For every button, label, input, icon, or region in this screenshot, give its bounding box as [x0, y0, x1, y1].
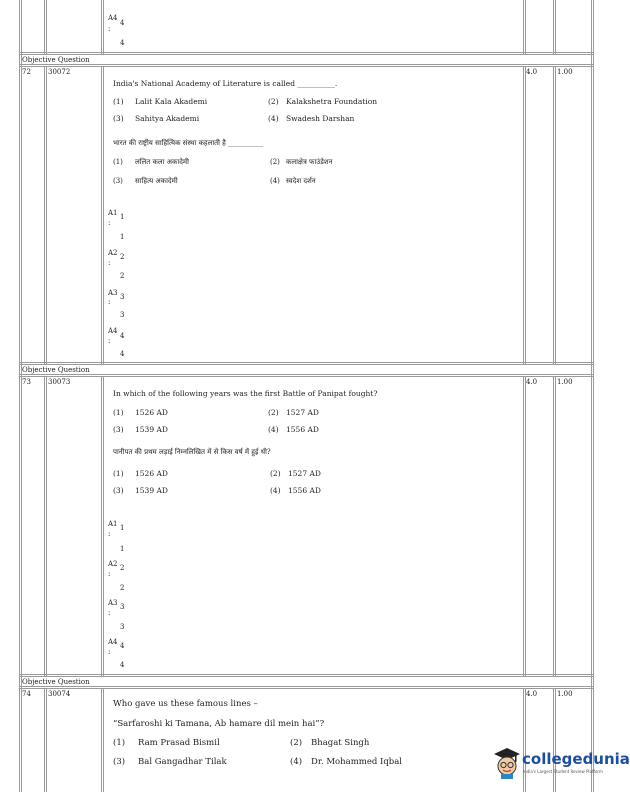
option-number: (1)	[113, 158, 123, 166]
marks-value: 4.0	[526, 378, 538, 386]
option-number: (3)	[113, 486, 124, 495]
option-text: Lalit Kala Akademi	[135, 97, 208, 106]
option-number: (2)	[270, 158, 280, 166]
answer-label: A2	[108, 560, 118, 568]
answer-label: A4	[108, 638, 118, 646]
answer-marker: 1	[120, 213, 125, 221]
answer-value: 3	[120, 623, 125, 631]
graduate-mascot-icon	[492, 746, 522, 780]
question-text-hindi: पानीपत की प्रथम लड़ाई निम्नलिखित में से किस वर्ष में हुई थी?	[113, 448, 271, 456]
option-number: (1)	[113, 738, 126, 748]
negative-marks-value: 1.00	[557, 68, 573, 76]
answer-value: 3	[120, 311, 125, 319]
answer-marker: 2	[120, 253, 125, 261]
section-label: Objective Question	[22, 56, 90, 64]
question-id: 30072	[48, 68, 71, 76]
question-number: 72	[22, 68, 31, 76]
answer-label: A1	[108, 520, 118, 528]
option-number: (4)	[290, 757, 303, 767]
answer-marker: 4	[120, 332, 125, 340]
option-text: 1556 AD	[288, 486, 321, 495]
answer-value: 1	[120, 233, 125, 241]
answer-colon: :	[108, 25, 111, 33]
option-number: (4)	[270, 486, 281, 495]
brand-name: collegedunia	[522, 750, 630, 768]
collegedunia-watermark	[492, 744, 630, 784]
option-text: 1539 AD	[135, 486, 168, 495]
answer-colon: :	[108, 609, 111, 617]
option-number: (3)	[113, 114, 124, 123]
answer-label: A1	[108, 209, 118, 217]
question-id: 30073	[48, 378, 71, 386]
option-text: 1527 AD	[286, 408, 319, 417]
question-number: 74	[22, 690, 31, 698]
option-text: ललित कला अकादेमी	[135, 158, 189, 166]
option-number: (2)	[268, 97, 279, 106]
option-number: (3)	[113, 757, 126, 767]
answer-value: 4	[120, 661, 125, 669]
marks-value: 4.0	[526, 68, 538, 76]
option-text: 1527 AD	[288, 469, 321, 478]
question-text-english: India's National Academy of Literature is called __________.	[113, 79, 338, 88]
question-text-hindi: भारत की राष्ट्रीय साहित्यिक संस्था कहलाती है __________	[113, 139, 264, 147]
option-number: (2)	[268, 408, 279, 417]
option-text: 1556 AD	[286, 425, 319, 434]
option-text: साहित्य अकादेमी	[135, 177, 178, 185]
option-number: (2)	[270, 469, 281, 478]
option-number: (4)	[268, 425, 279, 434]
option-text: 1539 AD	[135, 425, 168, 434]
option-text: Dr. Mohammed Iqbal	[311, 757, 403, 767]
answer-value: 2	[120, 584, 125, 592]
option-text: Swadesh Darshan	[286, 114, 355, 123]
negative-marks-value: 1.00	[557, 378, 573, 386]
option-number: (4)	[270, 177, 280, 185]
option-text: Kalakshetra Foundation	[286, 97, 378, 106]
answer-colon: :	[108, 219, 111, 227]
answer-colon: :	[108, 337, 111, 345]
question-number: 73	[22, 378, 31, 386]
option-text: कलाक्षेत्र फाउंडेशन	[286, 158, 333, 166]
option-number: (4)	[268, 114, 279, 123]
answer-value: 2	[120, 272, 125, 280]
answer-colon: :	[108, 530, 111, 538]
answer-value: 4	[120, 39, 125, 47]
answer-colon: :	[108, 259, 111, 267]
option-number: (1)	[113, 469, 124, 478]
question-id: 30074	[48, 690, 71, 698]
answer-value: 4	[120, 350, 125, 358]
negative-marks-value: 1.00	[557, 690, 573, 698]
option-text: Bhagat Singh	[311, 738, 370, 748]
option-text: 1526 AD	[135, 469, 168, 478]
answer-marker: 3	[120, 293, 125, 301]
answer-colon: :	[108, 298, 111, 306]
answer-colon: :	[108, 570, 111, 578]
answer-label: A2	[108, 249, 118, 257]
option-number: (1)	[113, 97, 124, 106]
answer-marker: 1	[120, 524, 125, 532]
option-number: (1)	[113, 408, 124, 417]
option-number: (2)	[290, 738, 303, 748]
marks-value: 4.0	[526, 690, 538, 698]
question-quote: “Sarfaroshi ki Tamana, Ab hamare dil mein hai”?	[113, 719, 325, 729]
answer-label: A4	[108, 327, 118, 335]
option-number: (3)	[113, 177, 123, 185]
section-label: Objective Question	[22, 366, 90, 374]
question-text-english: In which of the following years was the first Battle of Panipat fought?	[113, 389, 378, 398]
option-text: Sahitya Akademi	[135, 114, 200, 123]
answer-label: A3	[108, 599, 118, 607]
answer-marker: 3	[120, 603, 125, 611]
brand-tagline: India's Largest Student Review Platform	[523, 769, 603, 774]
question-text-english: Who gave us these famous lines –	[113, 699, 258, 709]
option-text: स्वदेश दर्शन	[286, 177, 316, 185]
option-text: Ram Prasad Bismil	[138, 738, 220, 748]
option-number: (3)	[113, 425, 124, 434]
answer-marker: 4	[120, 19, 125, 27]
answer-colon: :	[108, 648, 111, 656]
section-label: Objective Question	[22, 678, 90, 686]
answer-label: A4	[108, 14, 118, 22]
option-text: Bal Gangadhar Tilak	[138, 757, 227, 767]
answer-label: A3	[108, 289, 118, 297]
answer-marker: 2	[120, 564, 125, 572]
answer-marker: 4	[120, 642, 125, 650]
option-text: 1526 AD	[135, 408, 168, 417]
answer-value: 1	[120, 545, 125, 553]
